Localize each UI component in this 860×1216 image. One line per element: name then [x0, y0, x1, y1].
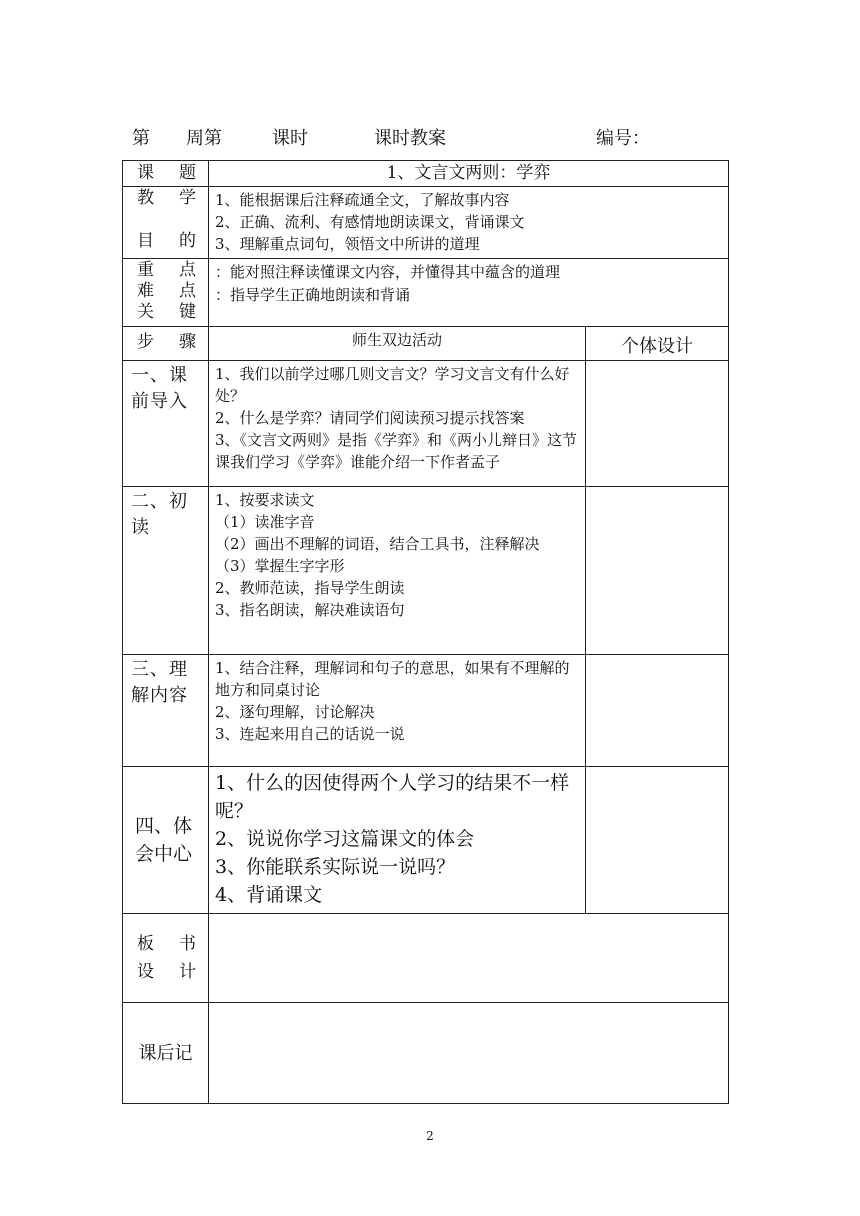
step-row — [123, 487, 729, 655]
step-line: 3、指名朗读，解决难读语句 — [215, 601, 405, 619]
page-number: 2 — [426, 1129, 434, 1143]
step-line: 1、结合注释，理解词和句子的意思，如果有不理解的地方和同桌讨论 — [215, 659, 570, 699]
key-points-label-cell — [123, 259, 209, 327]
goals-label-cell — [123, 187, 209, 259]
step-line: （2）画出不理解的词语，结合工具书，注释解决 — [215, 535, 540, 553]
step-line: 3、连起来用自己的话说一说 — [215, 725, 405, 743]
step-line: 2、说说你学习这篇课文的体会 — [215, 828, 475, 850]
step-row — [123, 767, 729, 914]
reflection-row — [123, 1003, 729, 1104]
key-label-jian: 键 — [179, 302, 196, 322]
topic-label-1: 课 — [137, 163, 154, 183]
design-header-cell — [586, 327, 729, 361]
key-points-content-cell — [209, 259, 729, 327]
step-line: 3、你能联系实际说一说吗？ — [215, 856, 456, 878]
step-line: 4、背诵课文 — [215, 884, 323, 906]
step-line: 1、我们以前学过哪几则文言文？学习文言文有什么好处？ — [215, 365, 570, 405]
step-line: 2、教师范读，指导学生朗读 — [215, 579, 405, 597]
step-row — [123, 655, 729, 767]
step-line: 1、按要求读文 — [215, 491, 315, 509]
key-label-dian-2: 点 — [179, 281, 196, 301]
step-line: 3、《文言文两则》是指《学弈》和《两小儿辩日》这节课我们学习《学弈》谁能介绍一下作者孟子 — [215, 431, 578, 471]
step-label: 一、课前导入 — [131, 365, 188, 412]
key-label-dian: 点 — [179, 260, 196, 280]
key-point-item: ：指导学生正确地朗读和背诵 — [215, 286, 411, 304]
activity-header-cell — [209, 327, 586, 361]
topic-row — [123, 161, 729, 187]
step-row — [123, 361, 729, 487]
goals-label-de: 的 — [179, 231, 196, 251]
step-label: 二、初读 — [131, 491, 188, 538]
topic-value-cell — [209, 161, 729, 187]
step-header-1: 步 — [137, 332, 154, 352]
reflection-content-cell — [209, 1003, 729, 1104]
lesson-period: 课时 — [272, 128, 308, 149]
number-label: 编号： — [596, 128, 650, 149]
board-design-row — [123, 914, 729, 1003]
step-line: 2、什么是学弈？请同学们阅读预习提示找答案 — [215, 409, 525, 427]
board-content-cell — [209, 914, 729, 1003]
step-content-cell — [209, 361, 586, 487]
topic-label-cell — [123, 161, 209, 187]
step-design-cell — [586, 655, 729, 767]
step-label-cell — [123, 487, 209, 655]
step-line: （1）读准字音 — [215, 513, 315, 531]
board-label-ban: 板 — [137, 934, 154, 954]
week-prefix: 第 — [132, 128, 150, 149]
board-label-she: 设 — [137, 962, 154, 982]
reflection-label-cell — [123, 1003, 209, 1104]
design-header: 个体设计 — [621, 336, 693, 357]
step-label: 三、理解内容 — [131, 659, 188, 706]
step-design-cell — [586, 487, 729, 655]
goals-label-mu: 目 — [137, 231, 154, 251]
reflection-label: 课后记 — [138, 1042, 193, 1064]
goals-label-xue: 学 — [179, 188, 196, 208]
board-label-cell — [123, 914, 209, 1003]
goal-item: 1、能根据课后注释疏通全文，了解故事内容 — [215, 191, 510, 209]
week-suffix: 周第 — [186, 128, 222, 149]
board-label-ji: 计 — [179, 962, 196, 982]
goals-label-jiao: 教 — [137, 188, 154, 208]
activity-header: 师生双边活动 — [351, 331, 442, 349]
step-label-cell — [123, 767, 209, 914]
key-point-item: ：能对照注释读懂课文内容，并懂得其中蕴含的道理 — [215, 263, 561, 281]
step-label-cell — [123, 361, 209, 487]
goal-item: 3、理解重点词句，领悟文中所讲的道理 — [215, 235, 480, 253]
key-label-nan: 难 — [137, 281, 154, 301]
lesson-plan-table — [122, 160, 729, 1104]
step-header-cell — [123, 327, 209, 361]
plan-title: 课时教案 — [374, 128, 446, 149]
step-line: 1、什么的因使得两个人学习的结果不一样呢？ — [215, 772, 570, 822]
step-design-cell — [586, 767, 729, 914]
topic-title: 1、文言文两则：学弈 — [386, 163, 551, 183]
step-line: （3）掌握生字字形 — [215, 557, 345, 575]
step-label: 四、体会中心 — [135, 815, 193, 865]
goals-row — [123, 187, 729, 259]
goals-content-cell — [209, 187, 729, 259]
step-header-2: 骤 — [179, 332, 196, 352]
step-content-cell — [209, 655, 586, 767]
step-label-cell — [123, 655, 209, 767]
topic-label-2: 题 — [179, 163, 196, 183]
goal-item: 2、正确、流利、有感情地朗读课文，背诵课文 — [215, 213, 525, 231]
key-label-guan: 关 — [137, 302, 154, 322]
step-line: 2、逐句理解，讨论解决 — [215, 703, 375, 721]
step-content-cell — [209, 767, 586, 914]
column-header-row — [123, 327, 729, 361]
key-points-row — [123, 259, 729, 327]
board-label-shu: 书 — [179, 934, 196, 954]
step-design-cell — [586, 361, 729, 487]
key-label-zhong: 重 — [137, 260, 154, 280]
step-content-cell — [209, 487, 586, 655]
